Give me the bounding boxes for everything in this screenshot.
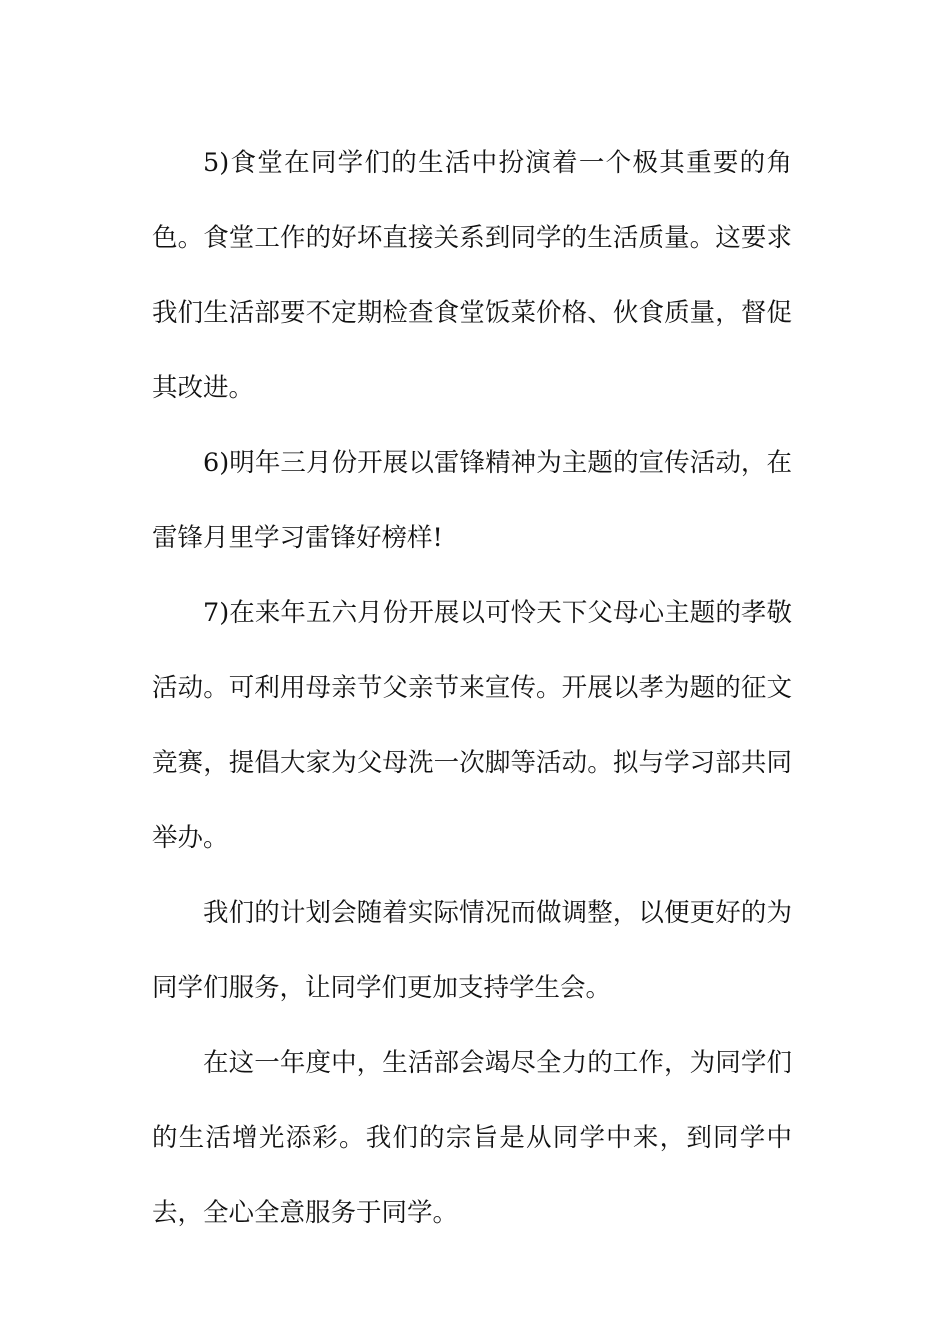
paragraph-canteen: 5)食堂在同学们的生活中扮演着一个极其重要的角色。食堂工作的好坏直接关系到同学的生活质量。这要求我们生活部要不定期检查食堂饭菜价格、伙食质量，督促其改进。 xyxy=(152,148,792,403)
paragraph-closing: 在这一年度中，生活部会竭尽全力的工作，为同学们的生活增光添彩。我们的宗旨是从同学中来，到同学中去，全心全意服务于同学。 xyxy=(152,1048,792,1228)
paragraph-filial-piety: 7)在来年五六月份开展以可怜天下父母心主题的孝敬活动。可利用母亲节父亲节来宣传。开展以孝为题的征文竞赛，提倡大家为父母洗一次脚等活动。拟与学习部共同举办。 xyxy=(152,598,792,853)
paragraph-plan-adjustment: 我们的计划会随着实际情况而做调整，以便更好的为同学们服务，让同学们更加支持学生会。 xyxy=(152,898,792,1003)
paragraph-leifeng: 6)明年三月份开展以雷锋精神为主题的宣传活动，在雷锋月里学习雷锋好榜样! xyxy=(152,448,792,553)
document-body xyxy=(152,126,792,1251)
